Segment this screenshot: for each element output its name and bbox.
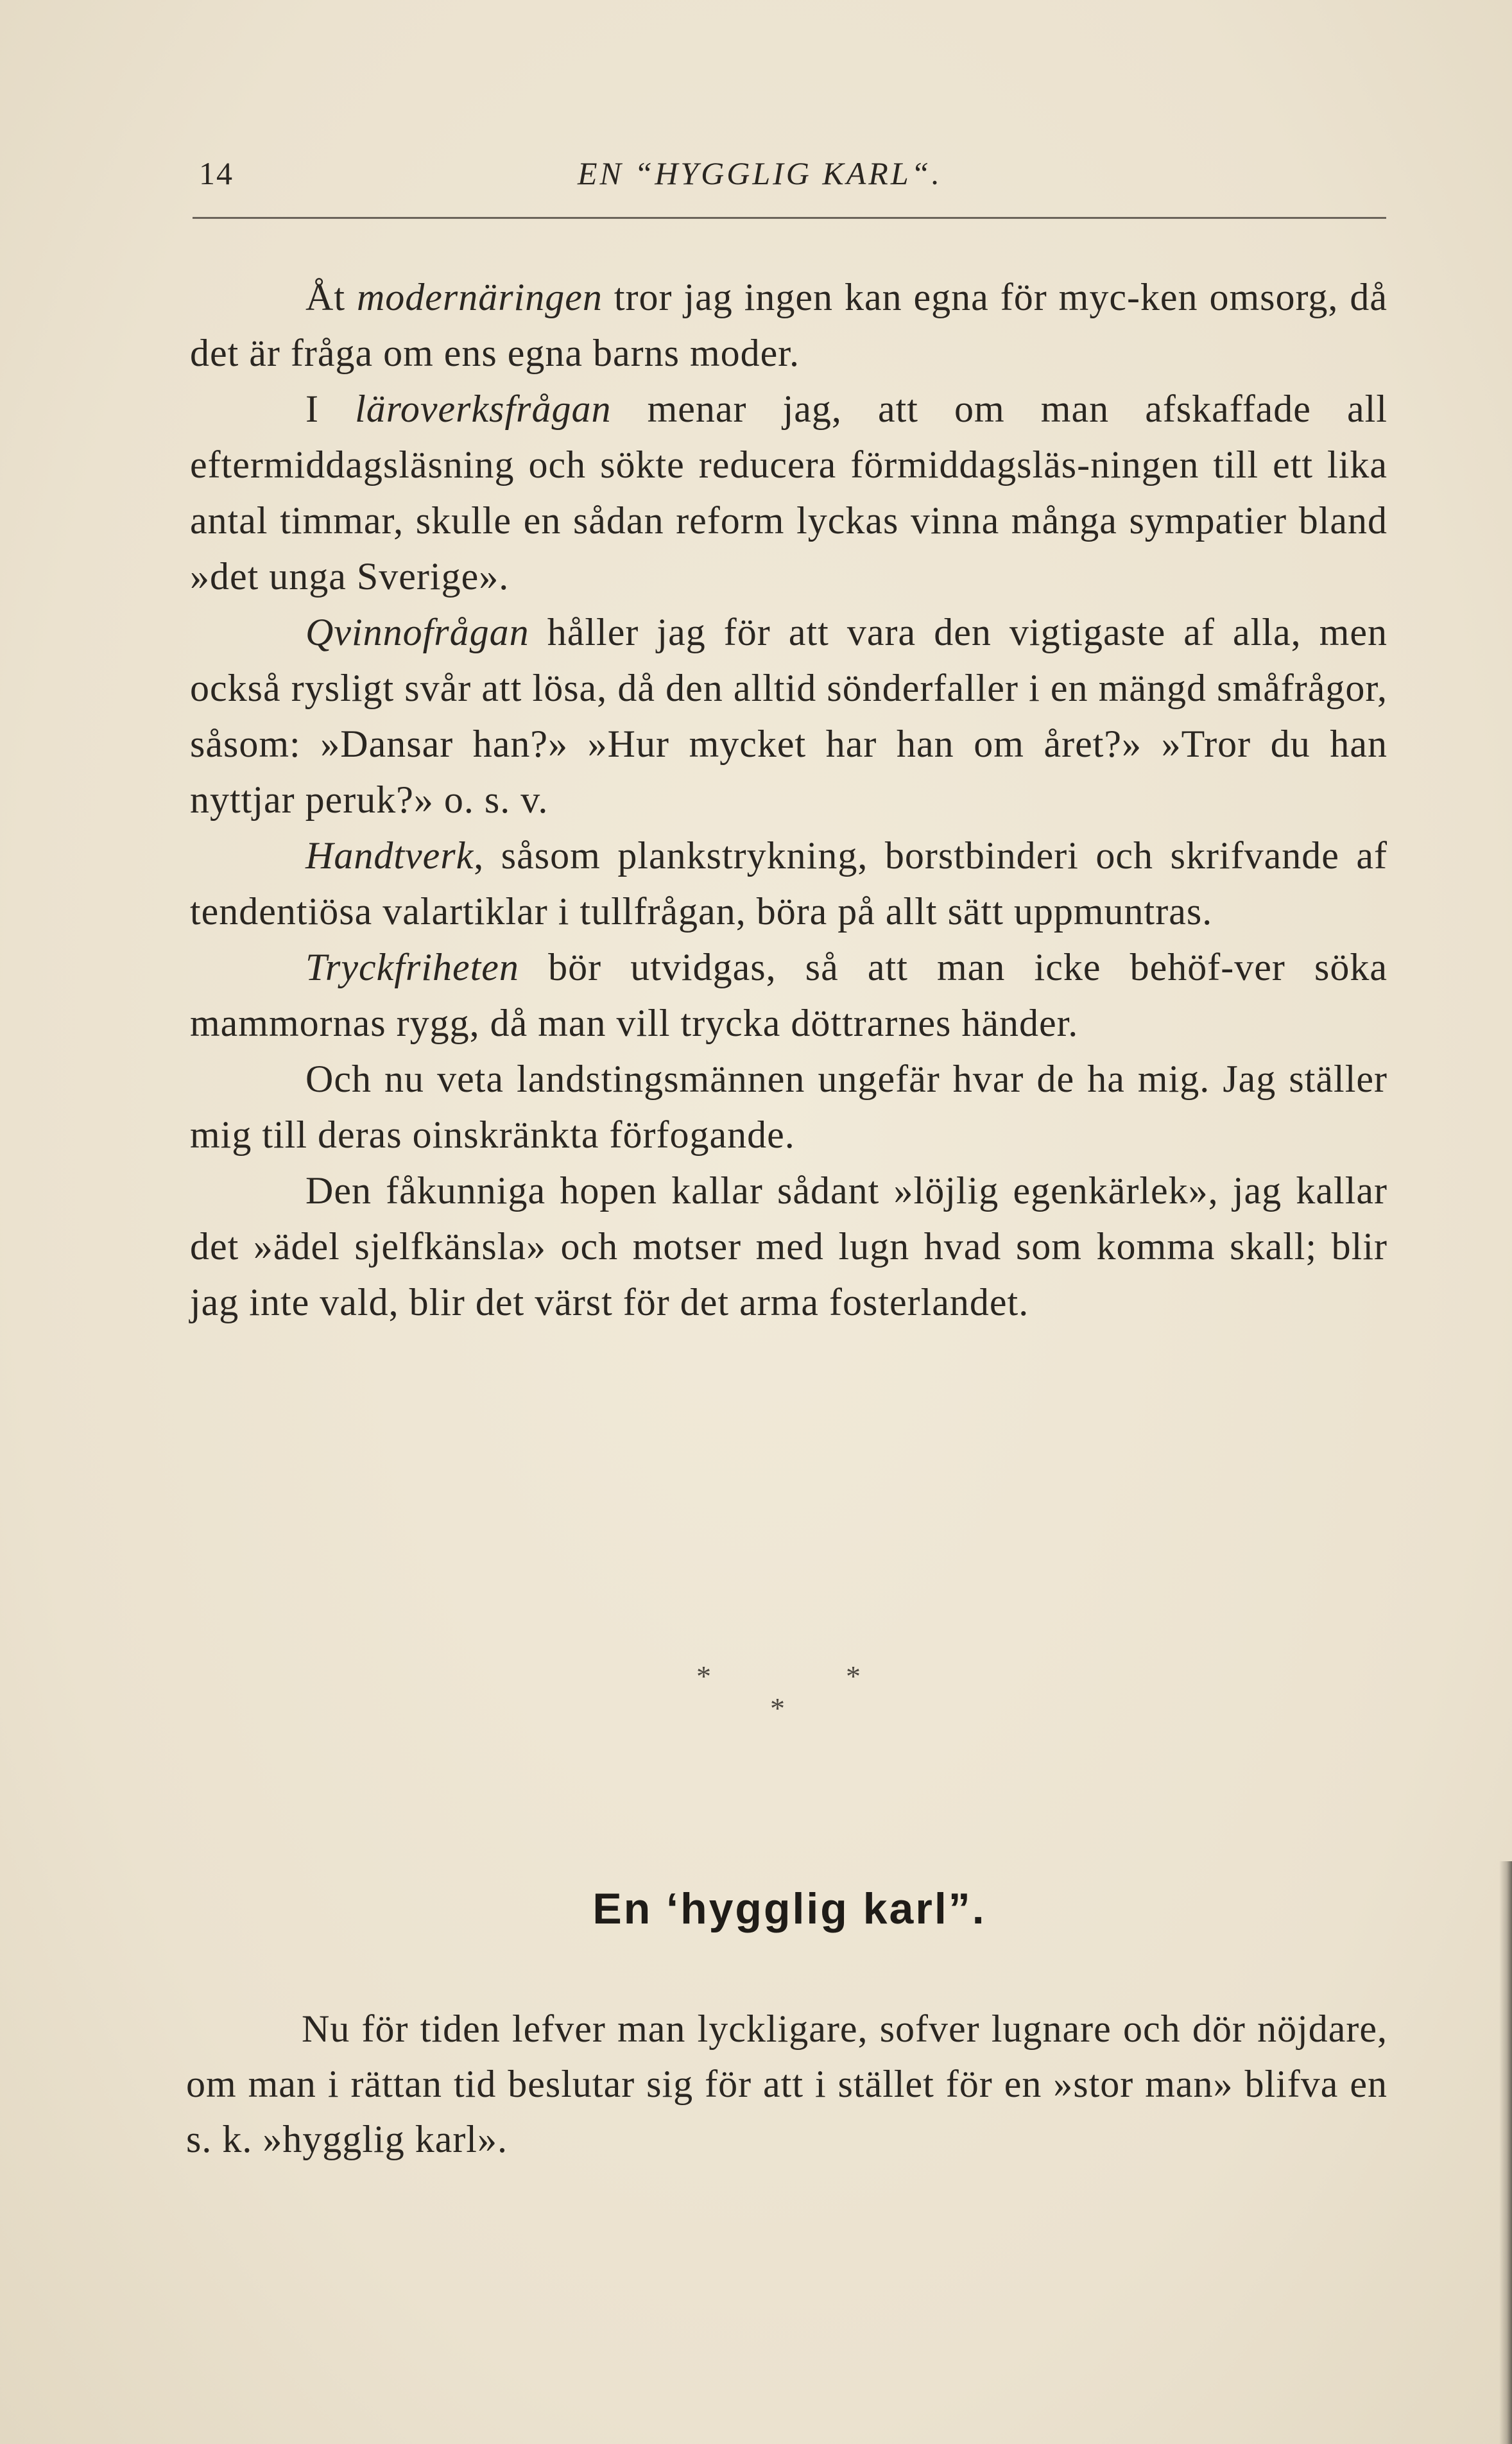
paragraph xyxy=(190,828,1387,940)
section-title: En ‘hygglig karl”. xyxy=(592,1884,986,1933)
asterism-star: * xyxy=(696,1660,711,1692)
header-rule xyxy=(193,217,1386,219)
text-run: Den fåkunniga hopen kallar sådant »löjlig egenkärlek», jag kallar det »ädel sjelfkänsla» och motser med lugn hvad som komma skall; blir jag inte vald, blir det värst för det arma fosterlandet. xyxy=(190,1169,1387,1323)
body-text xyxy=(190,270,1387,1330)
asterism-star: * xyxy=(770,1692,785,1725)
paragraph xyxy=(190,940,1387,1051)
paragraph xyxy=(190,270,1387,381)
paragraph xyxy=(190,1163,1387,1330)
paragraph xyxy=(190,605,1387,828)
italic-term: Tryckfriheten xyxy=(305,946,519,988)
paragraph xyxy=(186,2001,1387,2167)
italic-term: Qvinnofrågan xyxy=(305,611,529,653)
text-run: bör utvidgas, så att man icke behöf-ver söka mammornas rygg, då man vill trycka döttrarnes händer. xyxy=(190,946,1387,1044)
asterism-star: * xyxy=(846,1660,861,1692)
text-run: tror jag ingen kan egna för myc-ken omsorg, då det är fråga om ens egna barns moder. xyxy=(190,276,1388,374)
section-separator xyxy=(642,1659,873,1723)
text-run: menar jag, att om man afskaffade all eftermiddagsläsning och sökte reducera förmiddagsläs-ningen till ett lika antal timmar, skulle en sådan reform lyckas vinna många sympatier bland »det unga Sverige». xyxy=(190,388,1387,598)
paragraph xyxy=(190,381,1387,605)
italic-term: läroverksfrågan xyxy=(355,388,612,430)
text-run: håller jag för att vara den vigtigaste af alla, men också rysligt svår att lösa, då den alltid sönderfaller i en mängd småfrågor, såsom: »Dansar han?» »Hur mycket har han om året?» »Tror du han nyttjar peruk?» o. s. v. xyxy=(190,611,1387,821)
text-run: Åt xyxy=(305,276,357,318)
text-run: Nu för tiden lefver man lyckligare, sofver lugnare och dör nöjdare, om man i rättan tid beslutar sig för att i stället för en »stor man» blifva en s. k. »hygglig karl». xyxy=(186,2008,1387,2160)
text-run: Och nu veta landstingsmännen ungefär hvar de ha mig. Jag ställer mig till deras oinskränkta förfogande. xyxy=(190,1058,1387,1156)
section-body xyxy=(186,2001,1387,2167)
page-header xyxy=(193,151,1386,202)
page-edge-shadow xyxy=(1499,1861,1512,2444)
italic-term: modernäringen xyxy=(356,276,603,318)
text-run: I xyxy=(305,388,356,430)
page-number: 14 xyxy=(199,155,234,191)
running-title: EN “HYGGLIG KARL“. xyxy=(578,155,942,191)
italic-term: Handtverk xyxy=(305,834,474,877)
paragraph xyxy=(190,1051,1387,1163)
text-run: , såsom plankstrykning, borstbinderi och skrifvande af tendentiösa valartiklar i tullfrågan, böra på allt sätt uppmuntras. xyxy=(190,834,1387,933)
